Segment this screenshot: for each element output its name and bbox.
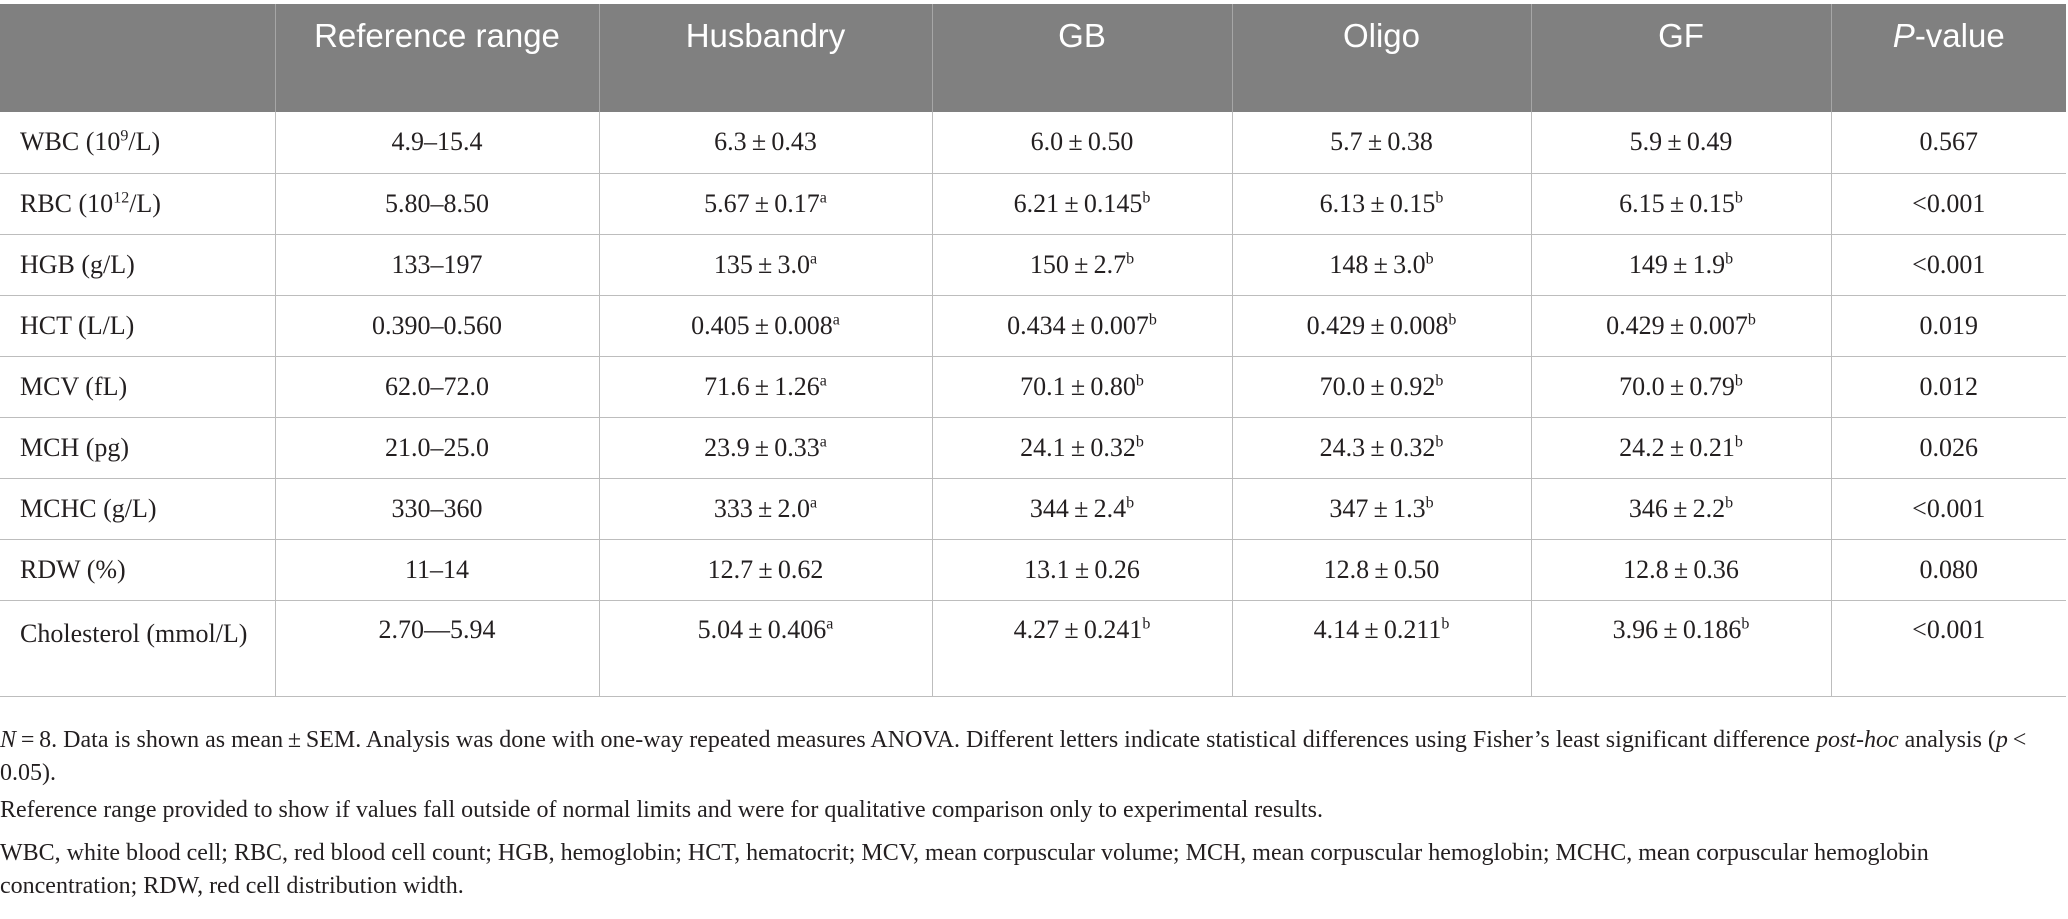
table-row: [0, 112, 2066, 173]
cell-reference-range: 2.70—5.94: [275, 600, 599, 696]
cell-reference-range: 5.80–8.50: [275, 173, 599, 234]
footnote-reference-range: Reference range provided to show if values fall outside of normal limits and were for qualitative comparison only to experimental results.: [0, 797, 1323, 823]
cell-parameter: Cholesterol (mmol/L): [0, 600, 275, 696]
cell-oligo: 24.3 ± 0.32$^b$: [1232, 417, 1531, 478]
cell-gb: 4.27 ± 0.241$^b$: [932, 600, 1232, 696]
cell-parameter: RBC $(10^{12}/L)$: [0, 173, 275, 234]
cell-oligo: 5.7 ± 0.38: [1232, 112, 1531, 173]
cell-p-value: <0.001: [1831, 234, 2066, 295]
cell-gb: 24.1 ± 0.32$^b$: [932, 417, 1232, 478]
cell-gf: 0.429 ± 0.007$^b$: [1531, 295, 1831, 356]
table-row: [0, 295, 2066, 356]
cell-reference-range: 11–14: [275, 539, 599, 600]
cell-oligo: 4.14 ± 0.211$^b$: [1232, 600, 1531, 696]
header-gf: GF: [1531, 4, 1831, 112]
cell-reference-range: 62.0–72.0: [275, 356, 599, 417]
cell-p-value: 0.026: [1831, 417, 2066, 478]
cell-husbandry: 5.67 ± 0.17$^a$: [599, 173, 932, 234]
header-husbandry: Husbandry: [599, 4, 932, 112]
cell-oligo: 347 ± 1.3$^b$: [1232, 478, 1531, 539]
cell-gf: 5.9 ± 0.49: [1531, 112, 1831, 173]
cell-p-value: <0.001: [1831, 478, 2066, 539]
cell-oligo: 0.429 ± 0.008$^b$: [1232, 295, 1531, 356]
table-header-row: [0, 4, 2066, 112]
cell-gf: 70.0 ± 0.79$^b$: [1531, 356, 1831, 417]
cell-oligo: 6.13 ± 0.15$^b$: [1232, 173, 1531, 234]
cell-husbandry: 6.3 ± 0.43: [599, 112, 932, 173]
table-footnotes: [0, 724, 2040, 913]
cell-parameter: HCT (L/L): [0, 295, 275, 356]
cell-parameter: MCV (fL): [0, 356, 275, 417]
cell-gf: 149 ± 1.9$^b$: [1531, 234, 1831, 295]
cell-parameter: MCH (pg): [0, 417, 275, 478]
cell-parameter: MCHC (g/L): [0, 478, 275, 539]
cell-gf: 12.8 ± 0.36: [1531, 539, 1831, 600]
cell-p-value: 0.012: [1831, 356, 2066, 417]
cell-gf: 24.2 ± 0.21$^b$: [1531, 417, 1831, 478]
table-row: [0, 539, 2066, 600]
blood-parameters-table: [0, 4, 2066, 697]
cell-reference-range: 133–197: [275, 234, 599, 295]
footnote-statistics: N = 8. Data is shown as mean ± SEM. Analysis was done with one-way repeated measures ANOVA. Different letters indicate statistical differences using Fisher’s least significant difference post-hoc analysis (p < 0.05).: [0, 727, 2032, 786]
table-row: [0, 173, 2066, 234]
cell-parameter: HGB (g/L): [0, 234, 275, 295]
cell-oligo: 148 ± 3.0$^b$: [1232, 234, 1531, 295]
cell-reference-range: 330–360: [275, 478, 599, 539]
cell-gb: 150 ± 2.7$^b$: [932, 234, 1232, 295]
cell-gb: 0.434 ± 0.007$^b$: [932, 295, 1232, 356]
table-row: [0, 478, 2066, 539]
cell-husbandry: 5.04 ± 0.406$^a$: [599, 600, 932, 696]
cell-husbandry: 333 ± 2.0$^a$: [599, 478, 932, 539]
header-parameter: [0, 4, 275, 112]
cell-husbandry: 71.6 ± 1.26$^a$: [599, 356, 932, 417]
cell-gf: 346 ± 2.2$^b$: [1531, 478, 1831, 539]
cell-oligo: 70.0 ± 0.92$^b$: [1232, 356, 1531, 417]
cell-reference-range: 4.9–15.4: [275, 112, 599, 173]
footnote-abbreviations: WBC, white blood cell; RBC, red blood cell count; HGB, hemoglobin; HCT, hematocrit; MCV, mean corpuscular volume; MCH, mean corpuscular hemoglobin; MCHC, mean corpuscular hemoglobin concentration; RDW, red cell distribution width.: [0, 840, 1929, 899]
table-row: [0, 234, 2066, 295]
cell-reference-range: 0.390–0.560: [275, 295, 599, 356]
cell-husbandry: 12.7 ± 0.62: [599, 539, 932, 600]
cell-gb: 70.1 ± 0.80$^b$: [932, 356, 1232, 417]
table-row: [0, 356, 2066, 417]
header-p-value: P-value: [1831, 4, 2066, 112]
cell-reference-range: 21.0–25.0: [275, 417, 599, 478]
cell-gb: 6.21 ± 0.145$^b$: [932, 173, 1232, 234]
cell-oligo: 12.8 ± 0.50: [1232, 539, 1531, 600]
header-oligo: Oligo: [1232, 4, 1531, 112]
cell-p-value: 0.019: [1831, 295, 2066, 356]
cell-p-value: <0.001: [1831, 173, 2066, 234]
cell-husbandry: 0.405 ± 0.008$^a$: [599, 295, 932, 356]
cell-parameter: WBC $(10^9/L)$: [0, 112, 275, 173]
header-gb: GB: [932, 4, 1232, 112]
cell-p-value: <0.001: [1831, 600, 2066, 696]
cell-parameter: RDW (%): [0, 539, 275, 600]
cell-gf: 3.96 ± 0.186$^b$: [1531, 600, 1831, 696]
cell-husbandry: 23.9 ± 0.33$^a$: [599, 417, 932, 478]
cell-gb: 13.1 ± 0.26: [932, 539, 1232, 600]
cell-p-value: 0.567: [1831, 112, 2066, 173]
table-body: [0, 112, 2066, 696]
table-row: [0, 600, 2066, 696]
table-row: [0, 417, 2066, 478]
cell-gb: 344 ± 2.4$^b$: [932, 478, 1232, 539]
cell-husbandry: 135 ± 3.0$^a$: [599, 234, 932, 295]
cell-gb: 6.0 ± 0.50: [932, 112, 1232, 173]
cell-p-value: 0.080: [1831, 539, 2066, 600]
header-reference-range: Reference range: [275, 4, 599, 112]
cell-gf: 6.15 ± 0.15$^b$: [1531, 173, 1831, 234]
